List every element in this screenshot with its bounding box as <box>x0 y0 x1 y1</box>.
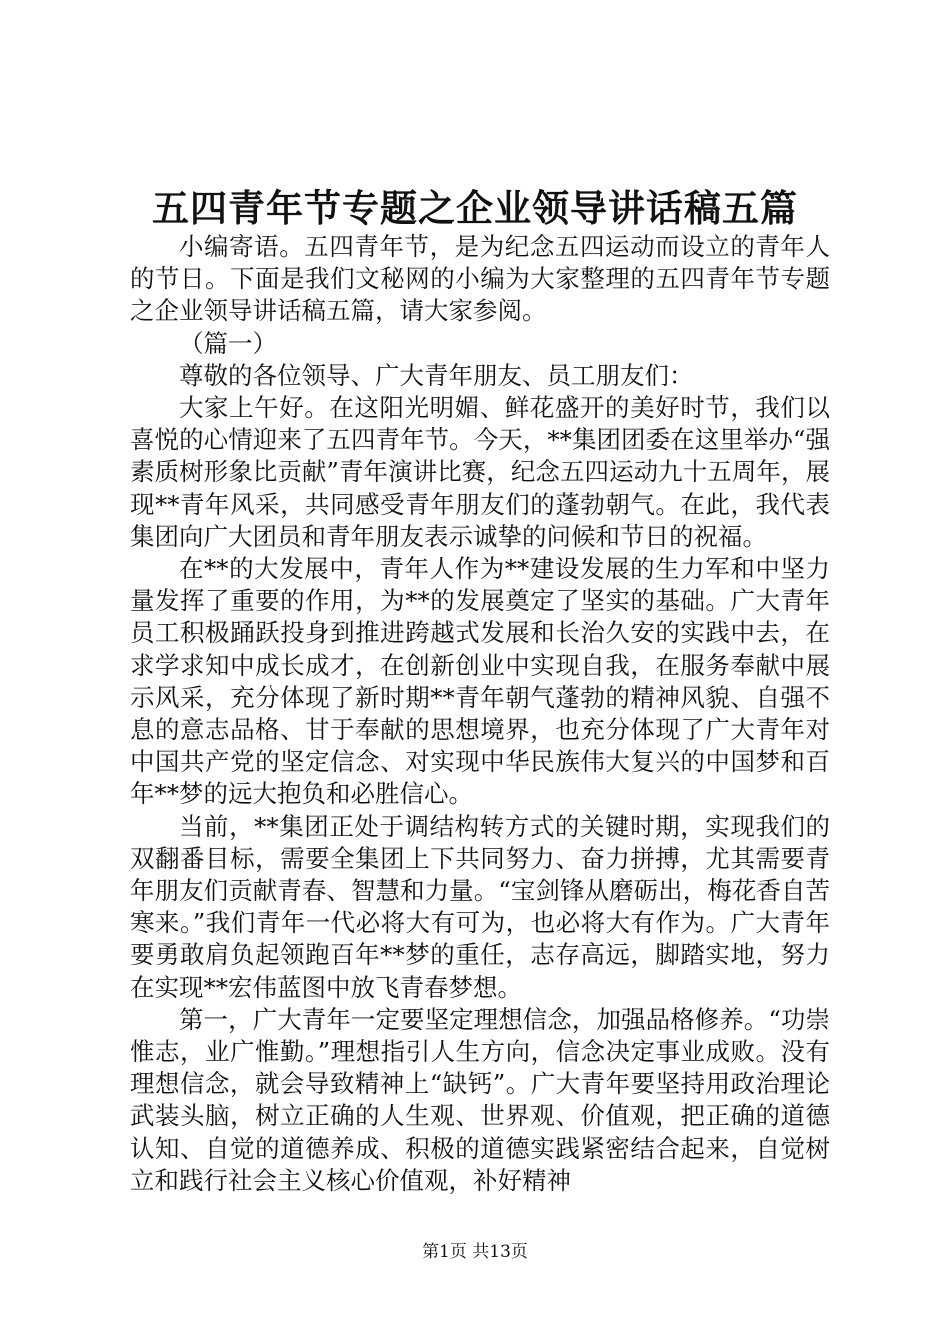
paragraph-current-situation: 当前，**集团正处于调结构转方式的关键时期，实现我们的双翻番目标，需要全集团上下共同努力、奋力拼搏，尤其需要青年朋友们贡献青春、智慧和力量。“宝剑锋从磨砺出，梅花香自苦寒来。”我们青年一代必将大有可为，也必将大有作为。广大青年要勇敢肩负起领跑百年**梦的重任，志存高远，脚踏实地，努力在实现**宏伟蓝图中放飞青春梦想。 <box>130 811 830 1002</box>
paragraph-greeting: 大家上午好。在这阳光明媚、鲜花盛开的美好时节，我们以喜悦的心情迎来了五四青年节。今天，**集团团委在这里举办“强素质树形象比贡献”青年演讲比赛，纪念五四运动九十五周年，展现**青年风采，共同感受青年朋友们的蓬勃朝气。在此，我代表集团向广大团员和青年朋友表示诚挚的问候和节日的祝福。 <box>130 393 830 551</box>
paragraph-youth-role: 在**的大发展中，青年人作为**建设发展的生力军和中坚力量发挥了重要的作用，为**的发展奠定了坚实的基础。广大青年员工积极踊跃投身到推进跨越式发展和长治久安的实践中去，在求学求知中成长成才，在创新创业中实现自我，在服务奉献中展示风采，充分体现了新时期**青年朝气蓬勃的精神风貌、自强不息的意志品格、甘于奉献的思想境界，也充分体现了广大青年对中国共产党的坚定信念、对实现中华民族伟大复兴的中国梦和百年**梦的远大抱负和必胜信心。 <box>130 554 830 809</box>
document-body <box>130 231 830 1197</box>
document-title: 五四青年节专题之企业领导讲话稿五篇 <box>152 186 798 230</box>
paragraph-first-point: 第一，广大青年一定要坚定理想信念，加强品格修养。“功崇惟志，业广惟勤。”理想指引人生方向，信念决定事业成败。没有理想信念，就会导致精神上“缺钙”。广大青年要坚持用政治理论武装头脑，树立正确的人生观、世界观、价值观，把正确的道德认知、自觉的道德养成、积极的道德实践紧密结合起来，自觉树立和践行社会主义核心价值观，补好精神 <box>130 1004 830 1195</box>
page-footer: 第1页 共13页 <box>422 1242 528 1262</box>
paragraph-salutation: 尊敬的各位领导、广大青年朋友、员工朋友们： <box>179 360 694 390</box>
paragraph-section-heading: （篇一） <box>179 328 277 358</box>
paragraph-intro: 小编寄语。五四青年节，是为纪念五四运动而设立的青年人的节日。下面是我们文秘网的小编为大家整理的五四青年节专题之企业领导讲话稿五篇，请大家参阅。 <box>130 232 830 326</box>
